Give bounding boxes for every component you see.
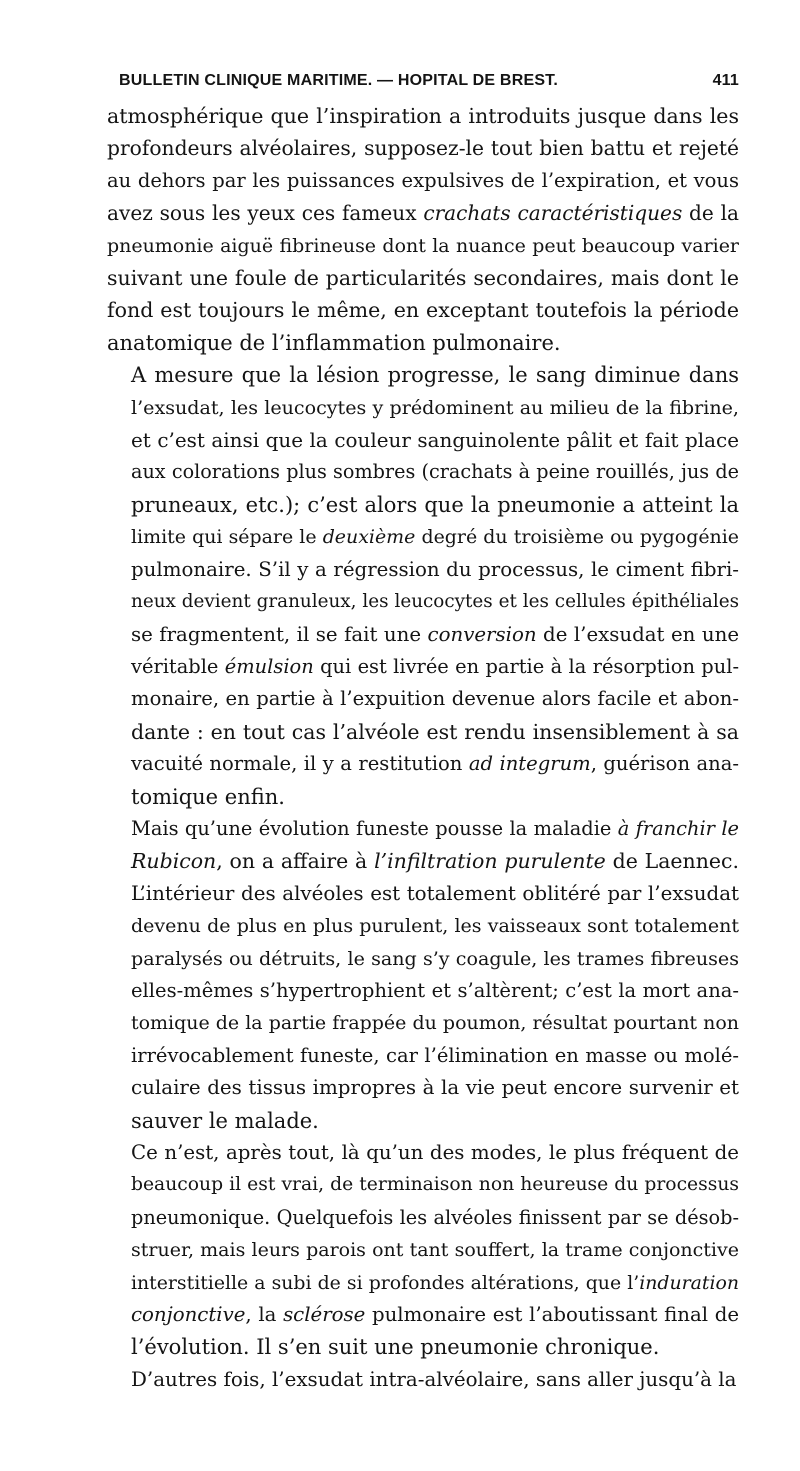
paragraph [107,100,739,359]
text-line: monaire, en partie à l’expuition devenue alors facile et abon- [131,687,739,711]
text-line: irrévocablement funeste, car l’élimination en masse ou molé- [131,1043,739,1067]
italic-term: l’infiltration purulente [374,849,606,874]
text-line: l’exsudat, les leucocytes y prédominent au milieu de la fibrine, [131,396,739,419]
text-line: aux colorations plus sombres (crachats à peine rouillés, jus de [131,460,739,484]
running-title: BULLETIN CLINIQUE MARITIME. — HOPITAL DE BREST. [119,72,559,89]
text-line: paralysés ou détruits, le sang s’y coagule, les trames fibreuses [131,947,739,970]
text-line: L’intérieur des alvéoles est totalement oblitéré par l’exsudat [131,881,739,905]
running-head [107,72,739,90]
paragraph [107,1137,739,1364]
text-line: atmosphérique que l’inspiration a introduits jusque dans les [107,104,739,128]
text-line: dante : en tout cas l’alvéole est rendu insensiblement à sa [131,719,739,744]
text-line: tomique de la partie frappée du poumon, résultat pourtant non [131,1012,739,1035]
paragraph [107,359,739,813]
text-line: anatomique de l’inflammation pulmonaire. [107,330,561,355]
italic-term: conjonctive [131,1303,246,1327]
italic-term: émulsion [224,654,314,678]
text-line: devenu de plus en plus purulent, les vaisseaux sont totalement [131,915,739,938]
text-line: A mesure que la lésion progresse, le sang diminue dans [131,363,739,388]
text-line: limite qui sépare le deuxième degré du troisième ou pygogénie [131,526,739,549]
italic-term: à franchir le [617,816,739,840]
text-line: pneumonique. Quelquefois les alvéoles finissent par se désob- [131,1205,739,1229]
text-line: neux devient granuleux, les leucocytes et les cellules épithéliales [131,591,739,613]
text-line: struer, mais leurs parois ont tant souffert, la trame conjonctive [131,1239,739,1262]
text-line: l’évolution. Il s’en suit une pneumonie chronique. [131,1335,660,1360]
text-line: tomique enfin. [131,784,285,809]
text-line: fond est toujours le même, en exceptant toutefois la période [107,298,739,323]
text-line: conjonctive, la sclérose pulmonaire est l’aboutissant final de [131,1303,739,1327]
text-line: vacuité normale, il y a restitution ad integrum, guérison ana- [131,752,740,776]
italic-term: Rubicon [131,849,217,874]
book-page [107,72,739,1396]
text-line: Mais qu’une évolution funeste pousse la maladie à franchir le [131,816,739,840]
text-line: suivant une foule de particularités secondaires, mais dont le [107,266,739,291]
text-line: pneumonie aiguë fibrineuse dont la nuance peut beaucoup varier [107,234,739,257]
text-line: et c’est ainsi que la couleur sanguinolente pâlit et fait place [131,428,739,453]
text-line: beaucoup il est vrai, de terminaison non heureuse du processus [131,1174,739,1196]
text-line: profondeurs alvéolaires, supposez-le tout bien battu et rejeté [107,136,739,161]
italic-term: sclérose [283,1303,366,1327]
text-line: véritable émulsion qui est livrée en partie à la résorption pul- [131,654,739,678]
italic-term: crachats caractéristiques [423,201,683,226]
text-line: sauver le malade. [131,1108,319,1133]
text-line: se fragmentent, il se fait une conversion de l’exsudat en une [131,622,740,646]
page-number: 411 [712,72,739,89]
paragraph [107,1364,739,1396]
text-line: pruneaux, etc.); c’est alors que la pneumonie a atteint la [131,492,739,517]
text-line: D’autres fois, l’exsudat intra-alvéolaire, sans aller jusqu’à la [131,1367,737,1391]
text-line: au dehors par les puissances expulsives de l’expiration, et vous [107,168,739,192]
body-text [107,100,739,1396]
paragraph [107,813,739,1137]
text-line: Ce n’est, après tout, là qu’un des modes, le plus fréquent de [131,1141,739,1164]
italic-term: deuxième [322,526,416,549]
italic-term: induration [639,1271,739,1294]
text-line: culaire des tissus impropres à la vie peut encore survenir et [131,1076,739,1100]
italic-term: ad integrum [468,752,591,776]
text-line: Rubicon, on a affaire à l’infiltration purulente de Laennec. [131,849,739,874]
italic-term: conversion [427,622,537,646]
text-line: avez sous les yeux ces fameux crachats caractéristiques de la [107,201,739,226]
text-line: elles-mêmes s’hypertrophient et s’altèrent; c’est la mort ana- [131,978,739,1002]
text-line: pulmonaire. S’il y a régression du processus, le ciment fibri- [131,557,739,581]
text-line: interstitielle a subi de si profondes altérations, que l’induration [131,1271,739,1294]
